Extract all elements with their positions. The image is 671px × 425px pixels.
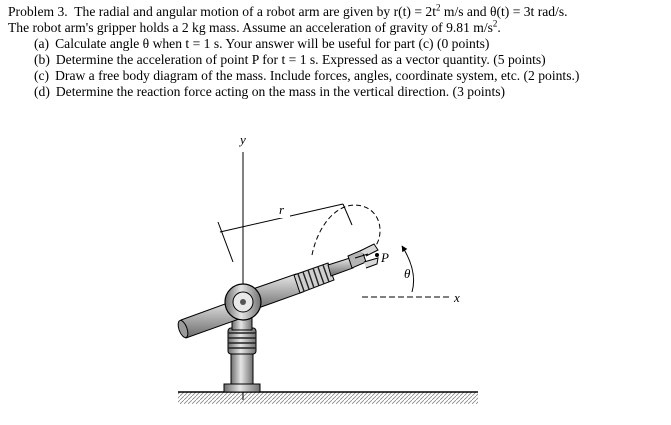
superscript: 2 [492, 18, 498, 29]
statement-text-1a: The radial and angular motion of a robot arm are given by r(t) = 2t [74, 4, 436, 19]
point-p-label: P [381, 250, 389, 265]
part-mark: (a) [34, 36, 50, 51]
y-axis-label: y [240, 132, 246, 147]
r-label: r [279, 202, 285, 217]
part-text: Calculate angle θ when t = 1 s. Your answer will be useful for part (c) (0 points) [55, 36, 490, 51]
statement-text-2a: The robot arm's gripper holds a 2 kg mass. Assume an acceleration of gravity of 9.81 m/s [8, 20, 493, 35]
part-mark: (c) [34, 68, 50, 83]
x-axis-label: x [454, 290, 460, 305]
point-p [375, 253, 379, 257]
theta-label: θ [404, 266, 411, 281]
shoulder-joint [225, 284, 261, 320]
superscript: 2 [435, 2, 441, 13]
part-text: Draw a free body diagram of the mass. Include forces, angles, coordinate system, etc. (2 points.) [55, 68, 580, 83]
pedestal-bellows [228, 328, 256, 354]
part-mark: (d) [34, 84, 50, 99]
problem-label: Problem 3. [8, 4, 68, 19]
part-mark: (b) [34, 52, 50, 67]
ground-hatch [178, 392, 478, 404]
arm-bellows [294, 263, 334, 293]
r-extension-left [218, 222, 233, 262]
statement-text-2b: . [497, 20, 501, 35]
gripper [348, 244, 378, 268]
pedestal-foot [224, 384, 260, 392]
part-text: Determine the acceleration of point P for t = 1 s. Expressed as a vector quantity. (5 points) [55, 52, 546, 67]
part-text: Determine the reaction force acting on the mass in the vertical direction. (3 points) [55, 84, 506, 99]
statement-text-1b: m/s and θ(t) = 3t rad/s. [440, 4, 568, 19]
